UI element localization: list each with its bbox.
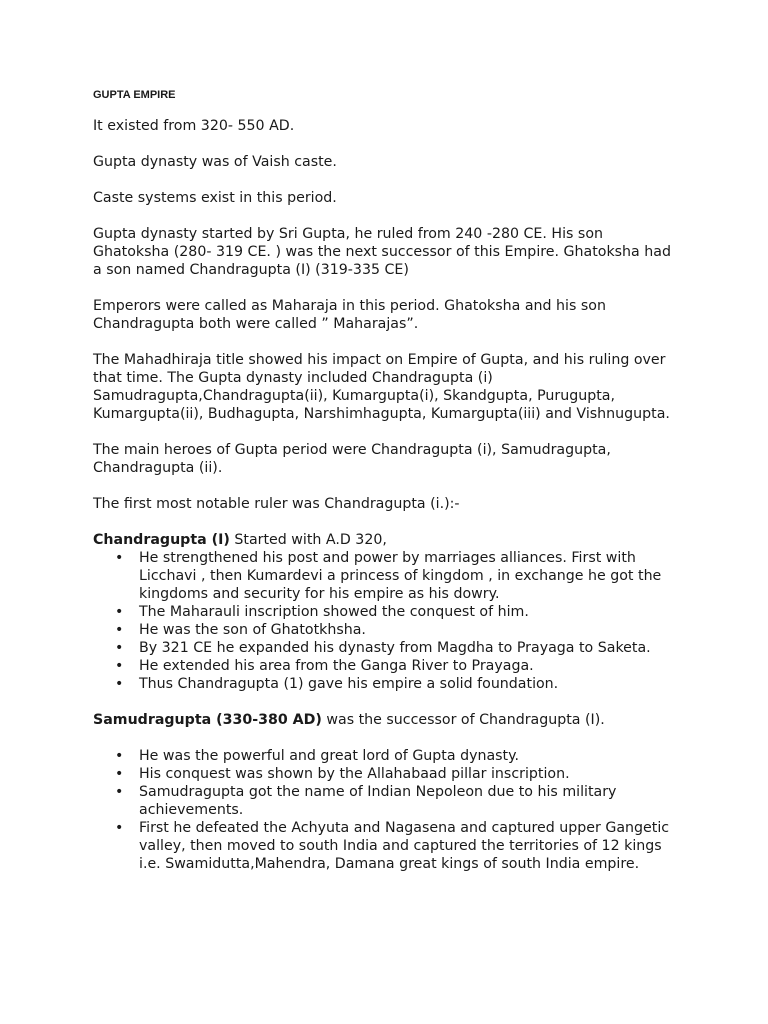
- list-item: [115, 603, 683, 621]
- list-item: [115, 549, 683, 603]
- list-item: [115, 639, 683, 657]
- list-item: [115, 621, 683, 639]
- paragraph-existence: It existed from 320- 550 AD.: [93, 118, 295, 134]
- list-item-text: He was the son of Ghatotkhsha.: [139, 622, 366, 638]
- bullet-icon: •: [115, 550, 124, 566]
- list-item-text: He was the powerful and great lord of Gupta dynasty.: [139, 748, 519, 764]
- list-item: [115, 783, 683, 819]
- list-item: [115, 819, 683, 873]
- document-body: [93, 88, 683, 891]
- list-item: [115, 657, 683, 675]
- list-item: [115, 675, 683, 693]
- list-item-text: First he defeated the Achyuta and Nagasena and captured upper Gangetic valley, then moved to south India and captured the territories of 12 kings i.e. Swamidutta,Mahendra, Damana great kings of south India empire.: [139, 820, 670, 872]
- paragraph-mahadhiraja: The Mahadhiraja title showed his impact on Empire of Gupta, and his ruling over that time. The Gupta dynasty included Chandragupta (i) Samudragupta,Chandragupta(ii), Kumargupta(i), Skandgupta, Purugupta, Kumargupta(ii), Budhagupta, Narshimhagupta, Kumargupta(iii) and Vishnugupta.: [93, 352, 670, 422]
- samudragupta-list: [93, 747, 683, 873]
- section-chandragupta-title: Chandragupta (I): [93, 532, 230, 548]
- bullet-icon: •: [115, 676, 124, 692]
- section-samudragupta-intro: was the successor of Chandragupta (I).: [321, 712, 605, 728]
- section-chandragupta-heading: [93, 531, 683, 549]
- bullet-icon: •: [115, 622, 124, 638]
- list-item-text: Samudragupta got the name of Indian Nepoleon due to his military achievements.: [139, 784, 617, 818]
- list-item: [115, 747, 683, 765]
- bullet-icon: •: [115, 658, 124, 674]
- document-title: GUPTA EMPIRE: [93, 89, 176, 101]
- bullet-icon: •: [115, 784, 124, 800]
- section-samudragupta-heading: [93, 711, 683, 729]
- list-item-text: By 321 CE he expanded his dynasty from Magdha to Prayaga to Saketa.: [139, 640, 651, 656]
- bullet-icon: •: [115, 640, 124, 656]
- list-item-text: Thus Chandragupta (1) gave his empire a solid foundation.: [139, 676, 559, 692]
- bullet-icon: •: [115, 820, 124, 836]
- list-item-text: His conquest was shown by the Allahabaad pillar inscription.: [139, 766, 570, 782]
- bullet-icon: •: [115, 604, 124, 620]
- bullet-icon: •: [115, 766, 124, 782]
- section-samudragupta-title: Samudragupta (330-380 AD): [93, 712, 322, 728]
- paragraph-founding: Gupta dynasty started by Sri Gupta, he ruled from 240 -280 CE. His son Ghatoksha (280- 319 CE. ) was the next successor of this Empire. Ghatoksha had a son named Chandragupta (I) (319-335 CE): [93, 226, 671, 278]
- list-item: [115, 765, 683, 783]
- paragraph-caste: Gupta dynasty was of Vaish caste.: [93, 154, 337, 170]
- bullet-icon: •: [115, 748, 124, 764]
- list-item-text: He strengthened his post and power by marriages alliances. First with Licchavi , then Kumardevi a princess of kingdom , in exchange he got the kingdoms and security for his empire as his dowry.: [139, 550, 662, 602]
- chandragupta-list: [93, 549, 683, 693]
- paragraph-maharaja: Emperors were called as Maharaja in this period. Ghatoksha and his son Chandragupta both were called ” Maharajas”.: [93, 298, 606, 332]
- paragraph-caste-systems: Caste systems exist in this period.: [93, 190, 337, 206]
- list-item-text: He extended his area from the Ganga River to Prayaga.: [139, 658, 534, 674]
- paragraph-heroes: The main heroes of Gupta period were Chandragupta (i), Samudragupta, Chandragupta (ii).: [93, 442, 611, 476]
- section-chandragupta-intro: Started with A.D 320,: [229, 532, 387, 548]
- paragraph-notable-ruler: The first most notable ruler was Chandragupta (i.):-: [93, 496, 460, 512]
- list-item-text: The Maharauli inscription showed the conquest of him.: [139, 604, 529, 620]
